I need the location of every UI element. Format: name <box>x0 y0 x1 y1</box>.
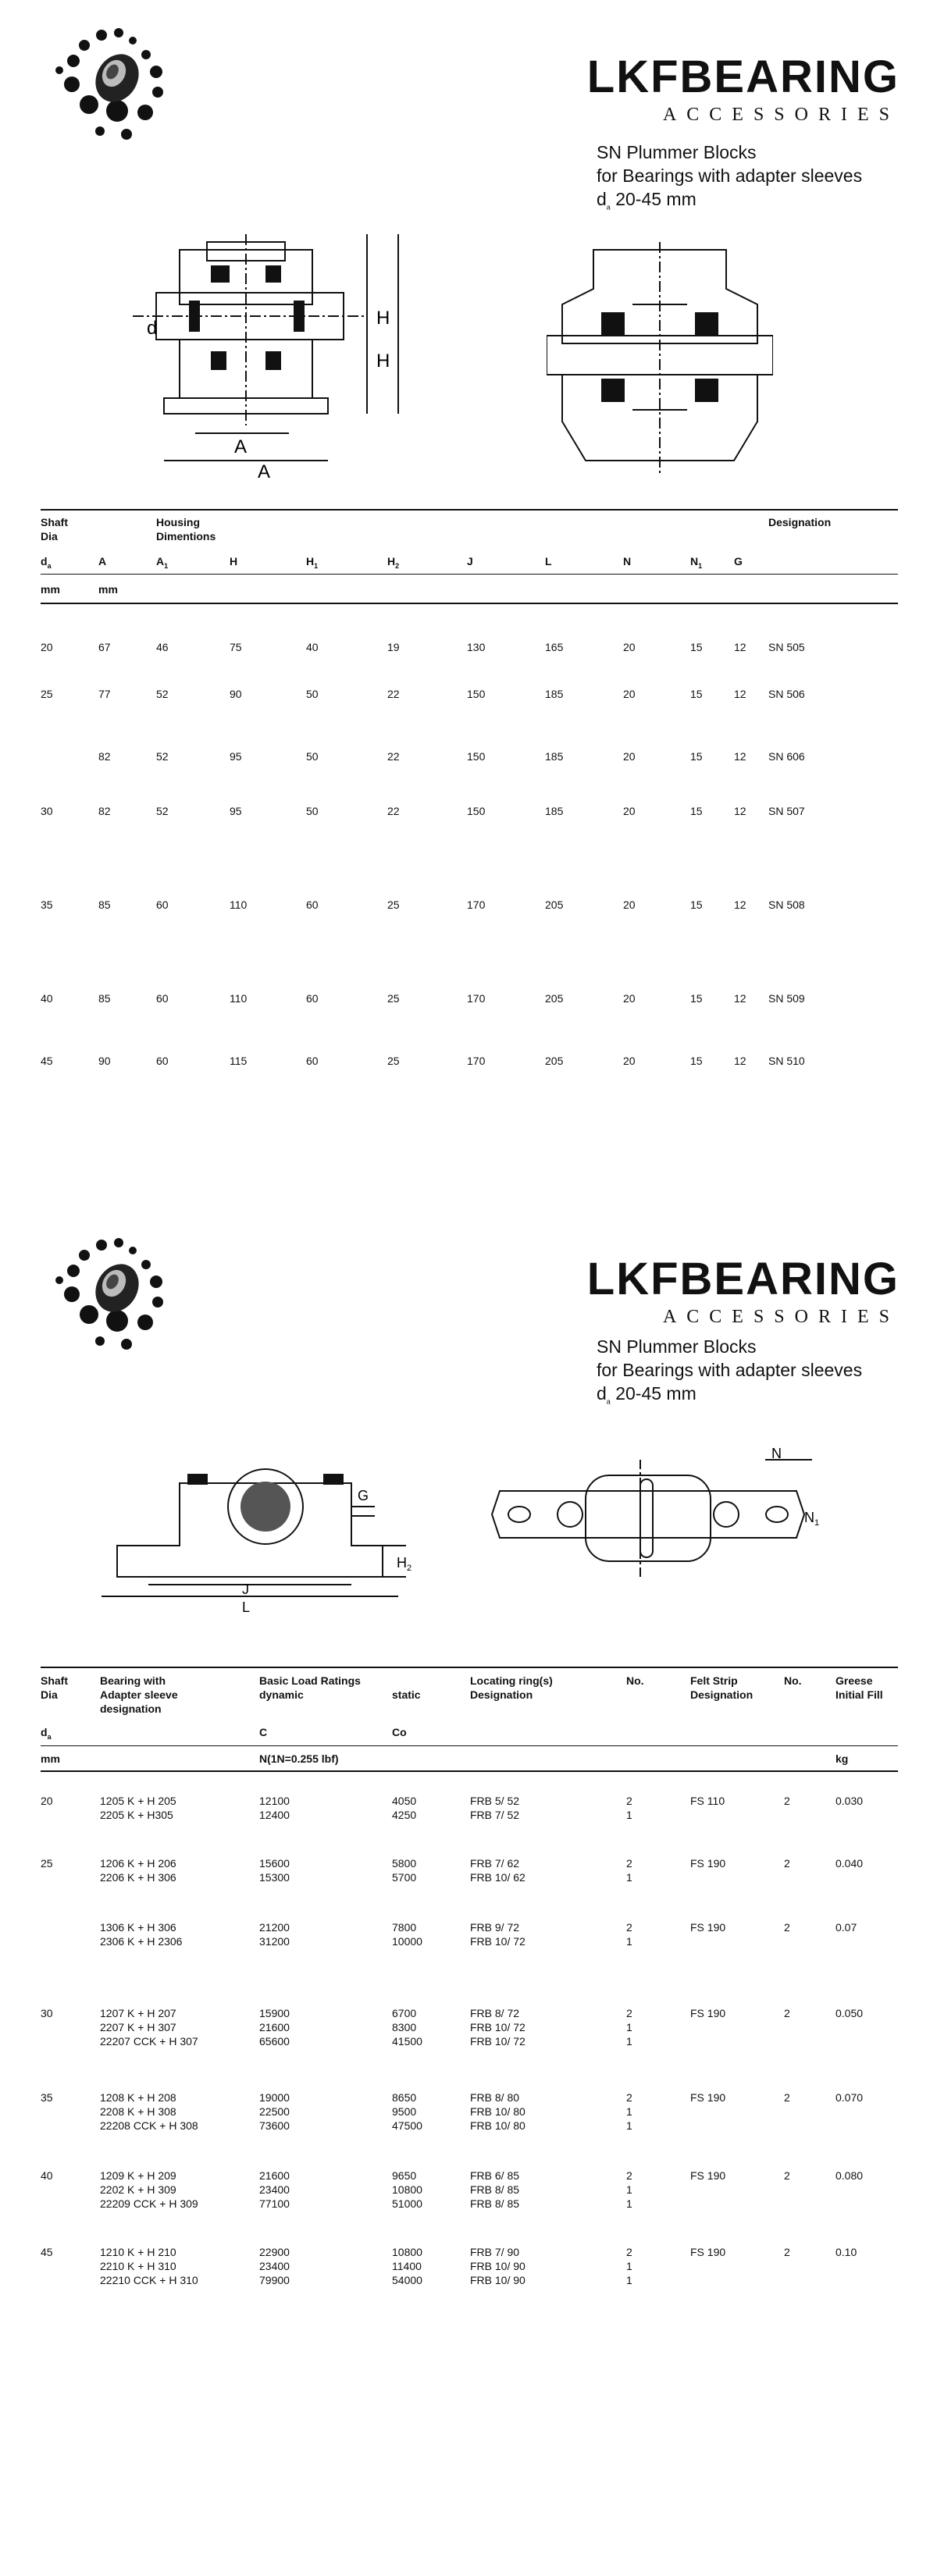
label-l: L <box>242 1599 251 1615</box>
t1-cell: 85 <box>98 898 111 911</box>
t1-cell: 185 <box>545 805 564 817</box>
t1-cell: 185 <box>545 750 564 763</box>
t1-cell: 40 <box>41 992 53 1005</box>
brand-name-2: LKFBEARING <box>586 1254 900 1304</box>
t2-no: 1 <box>626 2197 632 2210</box>
t1-col-h: H <box>230 555 238 568</box>
t1-cell: 90 <box>98 1055 111 1067</box>
t2-c: 73600 <box>259 2119 290 2132</box>
t2-header-co: Co <box>392 1726 407 1738</box>
t1-cell: 52 <box>156 688 169 700</box>
t2-co: 5700 <box>392 1871 417 1884</box>
t1-cell: 15 <box>690 688 703 700</box>
t2-ring: FRB 8/ 72 <box>470 2007 520 2019</box>
t1-cell: 12 <box>734 992 746 1005</box>
t2-no: 1 <box>626 2260 632 2272</box>
t1-cell: 15 <box>690 641 703 653</box>
label-j: J <box>242 1582 249 1597</box>
t2-no2: 2 <box>784 2246 790 2258</box>
t2-felt: FS 190 <box>690 2091 726 2104</box>
t2-header-ring: Locating ring(s) Designation <box>470 1674 553 1701</box>
t1-cell: 22 <box>387 688 400 700</box>
t2-no: 2 <box>626 2246 632 2258</box>
t1-cell: 22 <box>387 805 400 817</box>
t2-unit-mm: mm <box>41 1752 60 1765</box>
t2-no: 1 <box>626 1809 632 1821</box>
t2-no: 1 <box>626 2105 632 2118</box>
label-n1: $N_1$ <box>804 1510 820 1528</box>
t2-felt: FS 190 <box>690 2246 726 2258</box>
t1-col-da: $d_a$ <box>41 555 52 570</box>
t2-ring: FRB 8/ 85 <box>470 2183 520 2196</box>
t1-cell: 25 <box>387 898 400 911</box>
t1-cell: 60 <box>156 898 169 911</box>
t1-cell: 110 <box>230 898 248 911</box>
t2-header-load: Basic Load Ratings dynamic <box>259 1674 361 1701</box>
t2-ring: FRB 7/ 52 <box>470 1809 520 1821</box>
t1-cell: 85 <box>98 992 111 1005</box>
t1-col-l: L <box>545 555 552 568</box>
t1-cell: 25 <box>41 688 53 700</box>
label-da: d <box>147 318 158 339</box>
t1-col-j: J <box>467 555 473 568</box>
t2-header-shaft: Shaft Dia <box>41 1674 68 1701</box>
t2-ring: FRB 7/ 90 <box>470 2246 520 2258</box>
t2-co: 8300 <box>392 2021 417 2033</box>
t2-co: 10800 <box>392 2246 422 2258</box>
t2-co: 4050 <box>392 1795 417 1807</box>
page-1 <box>0 0 937 1218</box>
t2-ring: FRB 10/ 72 <box>470 1935 526 1948</box>
t1-cell: 12 <box>734 898 746 911</box>
plummer-block-front-drawing <box>94 1460 422 1616</box>
bearing-logo <box>41 23 181 141</box>
t2-ring: FRB 10/ 90 <box>470 2260 526 2272</box>
t2-grease: 0.07 <box>835 1921 857 1934</box>
t1-col-n1: $N_1$ <box>690 555 703 570</box>
t2-shaft: 35 <box>41 2091 53 2104</box>
t2-header-no2: No. <box>784 1674 802 1687</box>
t1-cell: 170 <box>467 898 486 911</box>
t1-cell: 82 <box>98 805 111 817</box>
t2-ring: FRB 10/ 72 <box>470 2021 526 2033</box>
t1-cell: 30 <box>41 805 53 817</box>
t1-cell: 75 <box>230 641 242 653</box>
bearing-logo-2 <box>41 1233 181 1350</box>
t2-ring: FRB 7/ 62 <box>470 1857 520 1870</box>
t2-no: 2 <box>626 2091 632 2104</box>
t2-no2: 2 <box>784 1921 790 1934</box>
t2-no2: 2 <box>784 2169 790 2182</box>
t1-col-a1: $A_1$ <box>156 555 169 570</box>
t2-no2: 2 <box>784 1795 790 1807</box>
t2-no2: 2 <box>784 2091 790 2104</box>
t2-ring: FRB 10/ 80 <box>470 2105 526 2118</box>
page-2 <box>0 1233 937 2560</box>
t1-cell: 52 <box>156 805 169 817</box>
t2-c: 21600 <box>259 2169 290 2182</box>
t2-bearing: 1207 K + H 207 <box>100 2007 176 2019</box>
t1-cell: 35 <box>41 898 53 911</box>
t2-no: 1 <box>626 2035 632 2048</box>
t2-bearing: 22209 CCK + H 309 <box>100 2197 198 2210</box>
t2-no2: 2 <box>784 1857 790 1870</box>
t2-bearing: 2207 K + H 307 <box>100 2021 176 2033</box>
plummer-block-cross-section-drawing <box>547 242 773 476</box>
t2-grease: 0.050 <box>835 2007 864 2019</box>
brand-subtitle: ACCESSORIES <box>662 105 900 125</box>
t1-cell: 40 <box>306 641 319 653</box>
t2-bearing: 1210 K + H 210 <box>100 2246 176 2258</box>
t1-cell: 19 <box>387 641 400 653</box>
t2-c: 21200 <box>259 1921 290 1934</box>
t2-bearing: 1209 K + H 209 <box>100 2169 176 2182</box>
t2-no: 2 <box>626 2007 632 2019</box>
label-a: A <box>258 461 271 482</box>
t1-cell: 20 <box>623 1055 636 1067</box>
label-a1: A <box>234 436 248 457</box>
t2-co: 10800 <box>392 2183 422 2196</box>
t1-cell: 60 <box>156 1055 169 1067</box>
t1-cell: SN 509 <box>768 992 805 1005</box>
brand-name: LKFBEARING <box>586 52 900 102</box>
t2-bearing: 1208 K + H 208 <box>100 2091 176 2104</box>
t1-cell: 12 <box>734 750 746 763</box>
t2-no: 1 <box>626 2021 632 2033</box>
t1-cell: 20 <box>623 992 636 1005</box>
t1-col-n: N <box>623 555 632 568</box>
t2-ring: FRB 5/ 52 <box>470 1795 520 1807</box>
t2-c: 12100 <box>259 1795 290 1807</box>
t2-unit-n: N(1N=0.255 lbf) <box>259 1752 339 1765</box>
t2-no: 1 <box>626 1935 632 1948</box>
t2-no: 1 <box>626 1871 632 1884</box>
t1-col-g: G <box>734 555 743 568</box>
t2-co: 8650 <box>392 2091 417 2104</box>
t2-shaft: 45 <box>41 2246 53 2258</box>
t1-col-h1: $H_1$ <box>306 555 319 570</box>
t1-header-designation: Designation <box>768 516 832 528</box>
t1-cell: 20 <box>623 805 636 817</box>
t2-shaft: 30 <box>41 2007 53 2019</box>
t1-cell: 170 <box>467 1055 486 1067</box>
t2-c: 23400 <box>259 2260 290 2272</box>
t1-cell: 165 <box>545 641 564 653</box>
t2-no: 2 <box>626 1857 632 1870</box>
t1-cell: 50 <box>306 805 319 817</box>
t2-bearing: 2206 K + H 306 <box>100 1871 176 1884</box>
t1-cell: 25 <box>387 1055 400 1067</box>
t2-ring: FRB 10/ 72 <box>470 2035 526 2048</box>
t2-bearing: 22210 CCK + H 310 <box>100 2274 198 2286</box>
t2-co: 10000 <box>392 1935 422 1948</box>
t2-c: 15300 <box>259 1871 290 1884</box>
plummer-block-section-drawing <box>133 234 429 492</box>
t1-header-shaft: Shaft Dia <box>41 516 68 543</box>
t2-co: 9500 <box>392 2105 417 2118</box>
t1-cell: SN 606 <box>768 750 805 763</box>
t2-ring: FRB 6/ 85 <box>470 2169 520 2182</box>
t1-cell: 67 <box>98 641 111 653</box>
t2-ring: FRB 10/ 80 <box>470 2119 526 2132</box>
t2-co: 7800 <box>392 1921 417 1934</box>
t2-header-bearing: Bearing with Adapter sleeve designation <box>100 1674 178 1715</box>
t2-shaft: 40 <box>41 2169 53 2182</box>
t2-c: 22900 <box>259 2246 290 2258</box>
t1-cell: SN 505 <box>768 641 805 653</box>
t1-cell: 77 <box>98 688 111 700</box>
t1-cell: 170 <box>467 992 486 1005</box>
t1-cell: 205 <box>545 992 564 1005</box>
t1-cell: 12 <box>734 688 746 700</box>
t1-cell: 22 <box>387 750 400 763</box>
t2-bearing: 2202 K + H 309 <box>100 2183 176 2196</box>
t2-ring: FRB 8/ 85 <box>470 2197 520 2210</box>
label-n: N <box>771 1446 782 1461</box>
t1-cell: 95 <box>230 805 242 817</box>
t1-cell: 115 <box>230 1055 248 1067</box>
t2-no: 1 <box>626 2274 632 2286</box>
t2-no: 1 <box>626 2119 632 2132</box>
t1-cell: 110 <box>230 992 248 1005</box>
t2-ring: FRB 8/ 80 <box>470 2091 520 2104</box>
brand-subtitle-2: ACCESSORIES <box>662 1307 900 1327</box>
plummer-block-top-drawing <box>484 1444 828 1592</box>
label-h: H <box>376 308 390 329</box>
t1-cell: 12 <box>734 641 746 653</box>
t2-c: 12400 <box>259 1809 290 1821</box>
t2-felt: FS 110 <box>690 1795 725 1807</box>
t1-cell: 45 <box>41 1055 53 1067</box>
t2-bearing: 22207 CCK + H 307 <box>100 2035 198 2048</box>
t2-c: 19000 <box>259 2091 290 2104</box>
t2-ring: FRB 10/ 62 <box>470 1871 526 1884</box>
t1-cell: 150 <box>467 750 486 763</box>
t2-bearing: 1205 K + H 205 <box>100 1795 176 1807</box>
t2-co: 4250 <box>392 1809 417 1821</box>
t1-col-h2: $H_2$ <box>387 555 400 570</box>
t1-unit-mm-1: mm <box>41 583 60 596</box>
t2-ring: FRB 10/ 90 <box>470 2274 526 2286</box>
t1-cell: 15 <box>690 992 703 1005</box>
t1-cell: 12 <box>734 805 746 817</box>
t2-bearing: 2306 K + H 2306 <box>100 1935 183 1948</box>
t1-cell: 50 <box>306 688 319 700</box>
t1-cell: 150 <box>467 805 486 817</box>
t1-cell: 205 <box>545 1055 564 1067</box>
t2-co: 47500 <box>392 2119 422 2132</box>
t2-bearing: 2205 K + H305 <box>100 1809 173 1821</box>
t2-shaft: 25 <box>41 1857 53 1870</box>
t2-bearing: 2208 K + H 308 <box>100 2105 176 2118</box>
t2-felt: FS 190 <box>690 2169 726 2182</box>
t2-no: 2 <box>626 1921 632 1934</box>
t1-cell: SN 510 <box>768 1055 805 1067</box>
t1-cell: 90 <box>230 688 242 700</box>
t2-co: 9650 <box>392 2169 417 2182</box>
t2-c: 21600 <box>259 2021 290 2033</box>
t2-felt: FS 190 <box>690 2007 726 2019</box>
t2-c: 15600 <box>259 1857 290 1870</box>
t2-c: 23400 <box>259 2183 290 2196</box>
t2-grease: 0.030 <box>835 1795 864 1807</box>
t2-header-no: No. <box>626 1674 644 1687</box>
t2-header-da: $d_a$ <box>41 1726 52 1741</box>
t2-bearing: 22208 CCK + H 308 <box>100 2119 198 2132</box>
t2-no: 1 <box>626 2183 632 2196</box>
t1-cell: 50 <box>306 750 319 763</box>
t1-cell: 130 <box>467 641 486 653</box>
t2-no2: 2 <box>784 2007 790 2019</box>
t1-cell: 185 <box>545 688 564 700</box>
t2-bearing: 1306 K + H 306 <box>100 1921 176 1934</box>
t2-header-static: static <box>392 1688 421 1701</box>
t1-cell: 60 <box>306 992 319 1005</box>
t2-header-c: C <box>259 1726 268 1738</box>
t2-c: 22500 <box>259 2105 290 2118</box>
t1-cell: 150 <box>467 688 486 700</box>
page-title: SN Plummer Blocks for Bearings with adapter sleeves $d_a$ 20-45 mm <box>597 142 863 212</box>
t2-no: 2 <box>626 1795 632 1807</box>
t2-co: 41500 <box>392 2035 422 2048</box>
t1-cell: 20 <box>623 688 636 700</box>
t2-bearing: 2210 K + H 310 <box>100 2260 176 2272</box>
t1-cell: 60 <box>306 898 319 911</box>
t1-cell: 20 <box>623 750 636 763</box>
t2-c: 15900 <box>259 2007 290 2019</box>
t1-cell: 15 <box>690 805 703 817</box>
t2-co: 11400 <box>392 2260 422 2272</box>
t1-header-housing: Housing Dimentions <box>156 516 216 543</box>
t1-cell: 60 <box>306 1055 319 1067</box>
t1-cell: 15 <box>690 750 703 763</box>
page-title-2: SN Plummer Blocks for Bearings with adapter sleeves $d_a$ 20-45 mm <box>597 1336 863 1406</box>
t1-cell: 52 <box>156 750 169 763</box>
label-h1: H <box>376 350 390 372</box>
t1-cell: 15 <box>690 1055 703 1067</box>
t2-felt: FS 190 <box>690 1857 726 1870</box>
t2-header-grease: Greese Initial Fill <box>835 1674 883 1701</box>
t1-cell: 95 <box>230 750 242 763</box>
t1-cell: 205 <box>545 898 564 911</box>
t2-co: 54000 <box>392 2274 422 2286</box>
t2-grease: 0.10 <box>835 2246 857 2258</box>
t2-grease: 0.080 <box>835 2169 864 2182</box>
t1-cell: 60 <box>156 992 169 1005</box>
t2-co: 51000 <box>392 2197 422 2210</box>
label-h2: $H_2$ <box>397 1555 412 1573</box>
t1-cell: SN 507 <box>768 805 805 817</box>
t2-co: 6700 <box>392 2007 417 2019</box>
t2-ring: FRB 9/ 72 <box>470 1921 520 1934</box>
t1-cell: SN 508 <box>768 898 805 911</box>
t1-col-a: A <box>98 555 107 568</box>
t1-cell: 20 <box>623 641 636 653</box>
t1-cell: 20 <box>623 898 636 911</box>
t2-c: 77100 <box>259 2197 290 2210</box>
t2-unit-kg: kg <box>835 1752 849 1765</box>
t1-cell: 20 <box>41 641 53 653</box>
label-g: G <box>358 1488 369 1503</box>
t2-header-felt: Felt Strip Designation <box>690 1674 754 1701</box>
t1-cell: 15 <box>690 898 703 911</box>
t1-cell: SN 506 <box>768 688 805 700</box>
t1-cell: 25 <box>387 992 400 1005</box>
t2-shaft: 20 <box>41 1795 53 1807</box>
t2-co: 5800 <box>392 1857 417 1870</box>
t1-unit-mm-2: mm <box>98 583 118 596</box>
t2-grease: 0.040 <box>835 1857 864 1870</box>
t2-c: 65600 <box>259 2035 290 2048</box>
t2-felt: FS 190 <box>690 1921 726 1934</box>
t2-grease: 0.070 <box>835 2091 864 2104</box>
t2-c: 31200 <box>259 1935 290 1948</box>
t2-c: 79900 <box>259 2274 290 2286</box>
t1-cell: 82 <box>98 750 111 763</box>
t1-cell: 12 <box>734 1055 746 1067</box>
t1-cell: 46 <box>156 641 169 653</box>
t2-bearing: 1206 K + H 206 <box>100 1857 176 1870</box>
t2-no: 2 <box>626 2169 632 2182</box>
